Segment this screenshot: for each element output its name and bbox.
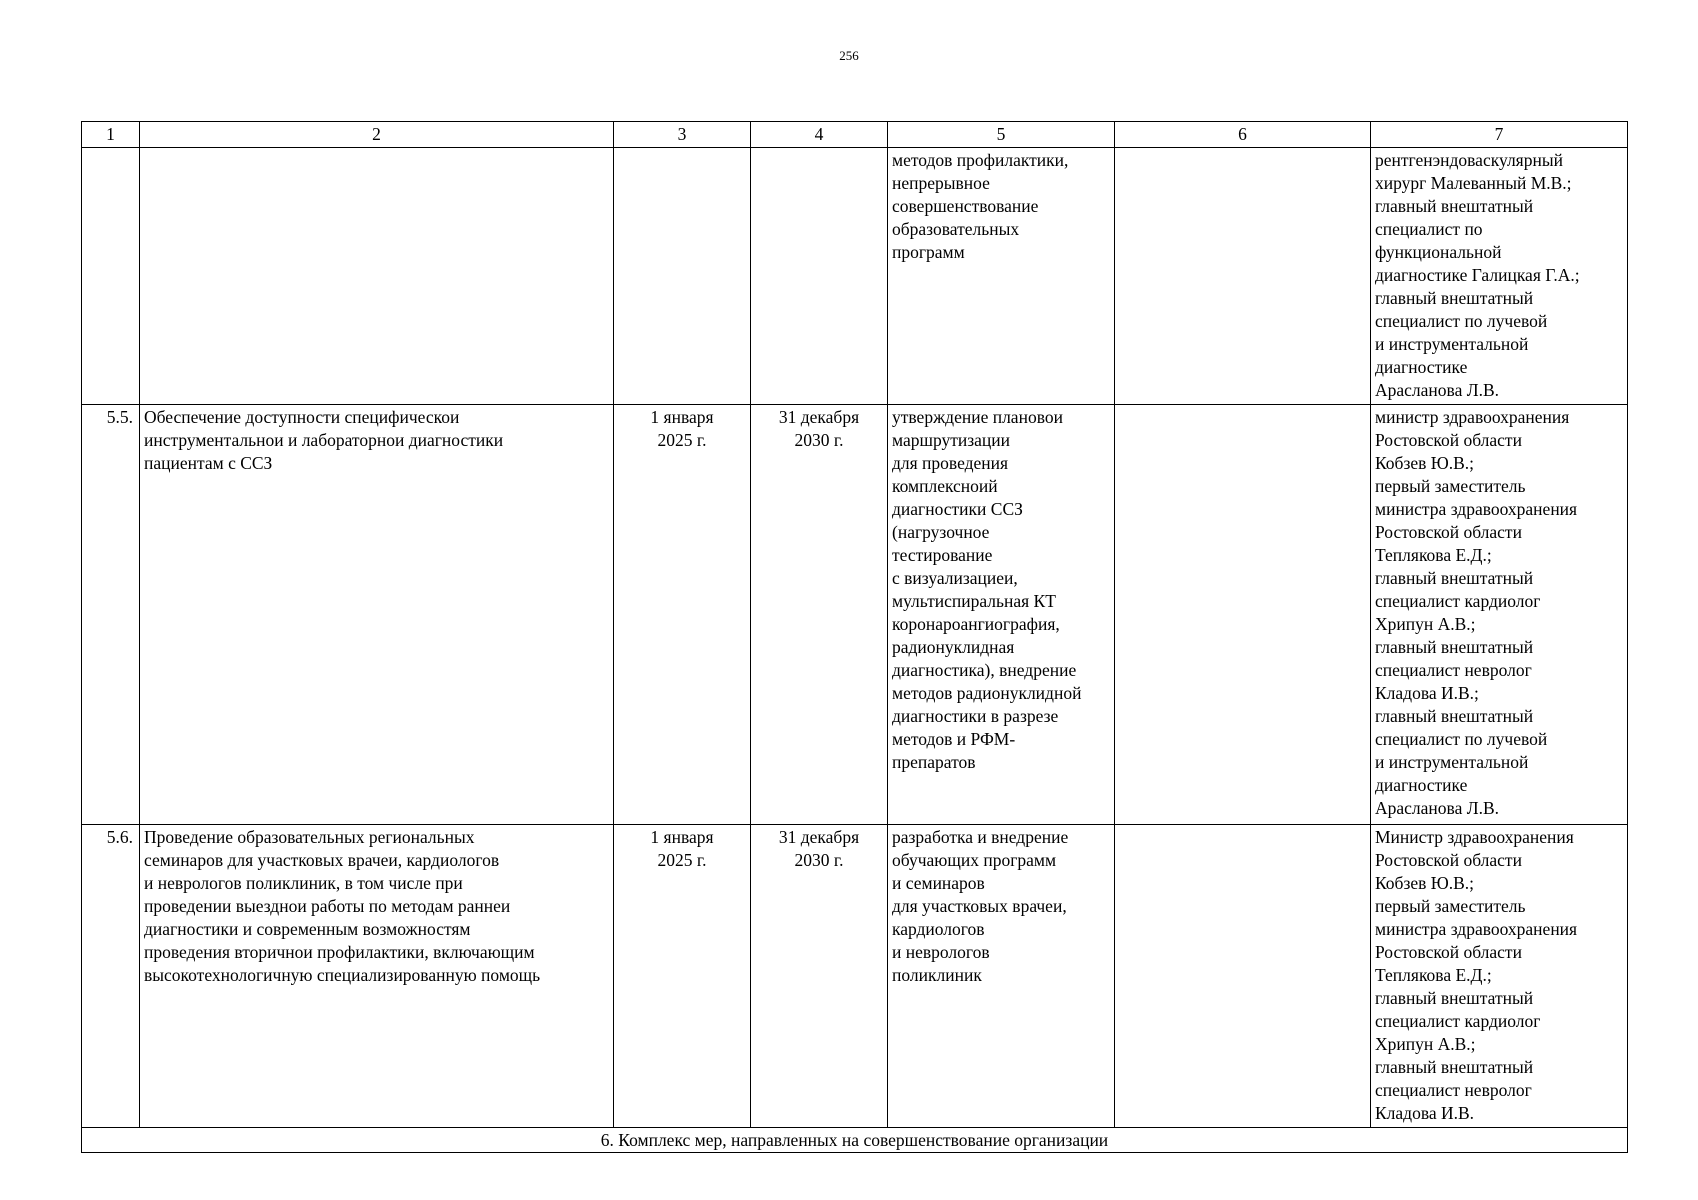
table-row <box>82 405 1628 825</box>
document-table <box>81 121 1628 1153</box>
section-heading-row <box>82 1128 1628 1153</box>
header-col-6: 6 <box>1115 122 1371 148</box>
header-col-3: 3 <box>614 122 751 148</box>
start-date-cell <box>614 148 751 405</box>
responsible-cell: рентгенэндоваскулярный хирург Малеванный М.В.; главный внештатный специалист по функциональной диагностике Галицкая Г.А.; главный внештатный специалист по лучевой и инструментальной диагностике Арасланова Л.В. <box>1371 148 1628 405</box>
row-number-cell <box>82 148 140 405</box>
event-cell: Проведение образовательных региональных семинаров для участковых врачеи, кардиологов и неврологов поликлиник, в том числе при проведении выезднои работы по методам раннеи диагностики и современным возможностям проведения вторичнои профилактики, включающим высокотехнологичную специализированную помощь <box>140 825 614 1128</box>
responsible-cell: министр здравоохранения Ростовской области Кобзев Ю.В.; первый заместитель министра здравоохранения Ростовской области Теплякова Е.Д.; главный внештатный специалист кардиолог Хрипун А.В.; главный внештатный специалист невролог Кладова И.В.; главный внештатный специалист по лучевой и инструментальной диагностике Арасланова Л.В. <box>1371 405 1628 825</box>
result-cell: разработка и внедрение обучающих программ и семинаров для участковых врачеи, кардиологов и неврологов поликлиник <box>888 825 1115 1128</box>
col6-cell <box>1115 405 1371 825</box>
header-col-5: 5 <box>888 122 1115 148</box>
table-row <box>82 825 1628 1128</box>
row-number-cell: 5.6. <box>82 825 140 1128</box>
section-title: 6. Комплекс мер, направленных на совершенствование организации <box>82 1128 1628 1153</box>
event-cell: Обеспечение доступности специфическои инструментальнои и лабораторнои диагностики пациентам с ССЗ <box>140 405 614 825</box>
page-number: 256 <box>839 48 859 63</box>
header-col-7: 7 <box>1371 122 1628 148</box>
header-row <box>82 122 1628 148</box>
start-date-cell: 1 января 2025 г. <box>614 405 751 825</box>
event-cell <box>140 148 614 405</box>
row-number-cell: 5.5. <box>82 405 140 825</box>
col6-cell <box>1115 148 1371 405</box>
result-cell: методов профилактики, непрерывное совершенствование образовательных программ <box>888 148 1115 405</box>
header-col-1: 1 <box>82 122 140 148</box>
end-date-cell: 31 декабря 2030 г. <box>751 405 888 825</box>
end-date-cell: 31 декабря 2030 г. <box>751 825 888 1128</box>
end-date-cell <box>751 148 888 405</box>
header-col-2: 2 <box>140 122 614 148</box>
responsible-cell: Министр здравоохранения Ростовской области Кобзев Ю.В.; первый заместитель министра здравоохранения Ростовской области Теплякова Е.Д.; главный внештатный специалист кардиолог Хрипун А.В.; главный внештатный специалист невролог Кладова И.В. <box>1371 825 1628 1128</box>
col6-cell <box>1115 825 1371 1128</box>
result-cell: утверждение плановои маршрутизации для проведения комплексноий диагностики ССЗ (нагрузочное тестирование с визуализациеи, мультиспиральная КТ коронароангиография, радионуклидная диагностика), внедрение методов радионуклидной диагностики в разрезе методов и РФМ- препаратов <box>888 405 1115 825</box>
table-row <box>82 148 1628 405</box>
header-col-4: 4 <box>751 122 888 148</box>
start-date-cell: 1 января 2025 г. <box>614 825 751 1128</box>
